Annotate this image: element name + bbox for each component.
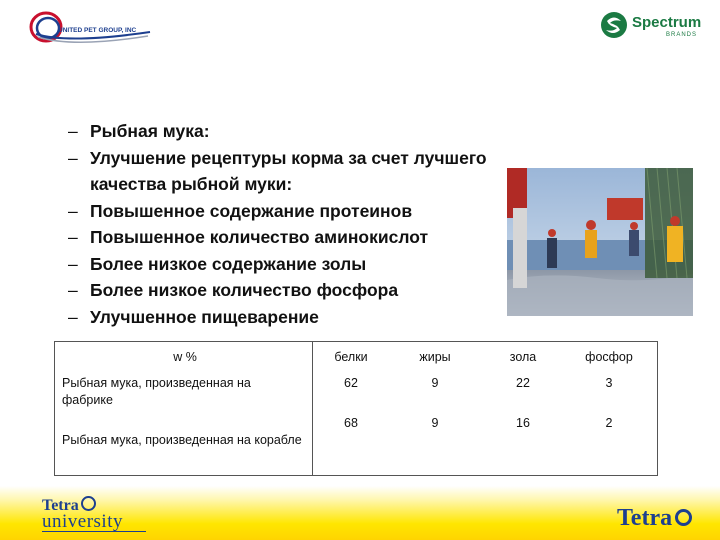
- bullet-list: [68, 118, 498, 330]
- bullet-item: [68, 198, 498, 225]
- row-label: Рыбная мука, произведенная на корабле: [62, 433, 302, 447]
- tetra-university-bottom: university: [42, 511, 123, 532]
- column-header: жиры: [419, 350, 451, 364]
- bullet-dash: –: [68, 121, 78, 141]
- spectrum-wordmark: Spectrum: [632, 14, 702, 31]
- bullet-dash: –: [68, 306, 78, 327]
- tetra-circle-icon: [675, 509, 692, 526]
- tetra-university-top: Tetra: [42, 497, 79, 514]
- table-cell: 9: [431, 376, 439, 390]
- bullet-text: Повышенное количество аминокислот: [90, 227, 429, 247]
- table-divider: [312, 341, 313, 475]
- tetra-university-logo: [42, 496, 146, 532]
- spectrum-brands-logo: [600, 10, 705, 42]
- table-cell: 62: [344, 376, 358, 390]
- table-cell: 2: [605, 416, 613, 430]
- column-header: белки: [334, 350, 368, 364]
- bullet-item: [68, 118, 498, 145]
- column-header: фосфор: [585, 350, 633, 364]
- bullet-dash: –: [68, 253, 78, 274]
- table-cell: 16: [516, 416, 530, 430]
- bullet-item: [68, 145, 498, 198]
- bullet-text: Улучшенное пищеварение: [90, 306, 319, 327]
- bullet-text: Более низкое количество фосфора: [90, 280, 399, 300]
- table-cell: 22: [516, 376, 530, 390]
- united-pet-group-logo: [28, 8, 158, 48]
- bullet-dash: –: [68, 147, 78, 168]
- table-cell: 3: [605, 376, 613, 390]
- bullet-item: [68, 277, 498, 304]
- brands-wordmark: BRANDS: [666, 32, 698, 38]
- table-header-label: w %: [173, 350, 197, 364]
- bullet-text: Рыбная мука:: [90, 121, 210, 141]
- bullet-dash: –: [68, 200, 78, 221]
- bullet-text: Повышенное содержание протеинов: [90, 200, 413, 221]
- column-header: зола: [509, 350, 537, 364]
- bullet-item: [68, 224, 498, 251]
- table-cell: 9: [431, 416, 439, 430]
- bullet-dash: –: [68, 227, 78, 247]
- bullet-text: Более низкое содержание золы: [90, 253, 367, 274]
- united-pet-group-text: UNITED PET GROUP, INC: [58, 27, 137, 34]
- bullet-item: [68, 251, 498, 278]
- bullet-dash: –: [68, 280, 78, 300]
- tetra-o-icon: [81, 496, 96, 511]
- bullet-text: Улучшение рецептуры корма за счет лучшего качества рыбной муки:: [90, 147, 487, 194]
- table-cell: 68: [344, 416, 358, 430]
- bullet-item: [68, 304, 498, 331]
- fishing-boat-photo: [507, 168, 693, 316]
- tetra-wordmark: Tetra: [617, 505, 673, 531]
- tetra-logo: [617, 505, 692, 532]
- row-label: Рыбная мука, произведенная на фабрике: [62, 376, 251, 407]
